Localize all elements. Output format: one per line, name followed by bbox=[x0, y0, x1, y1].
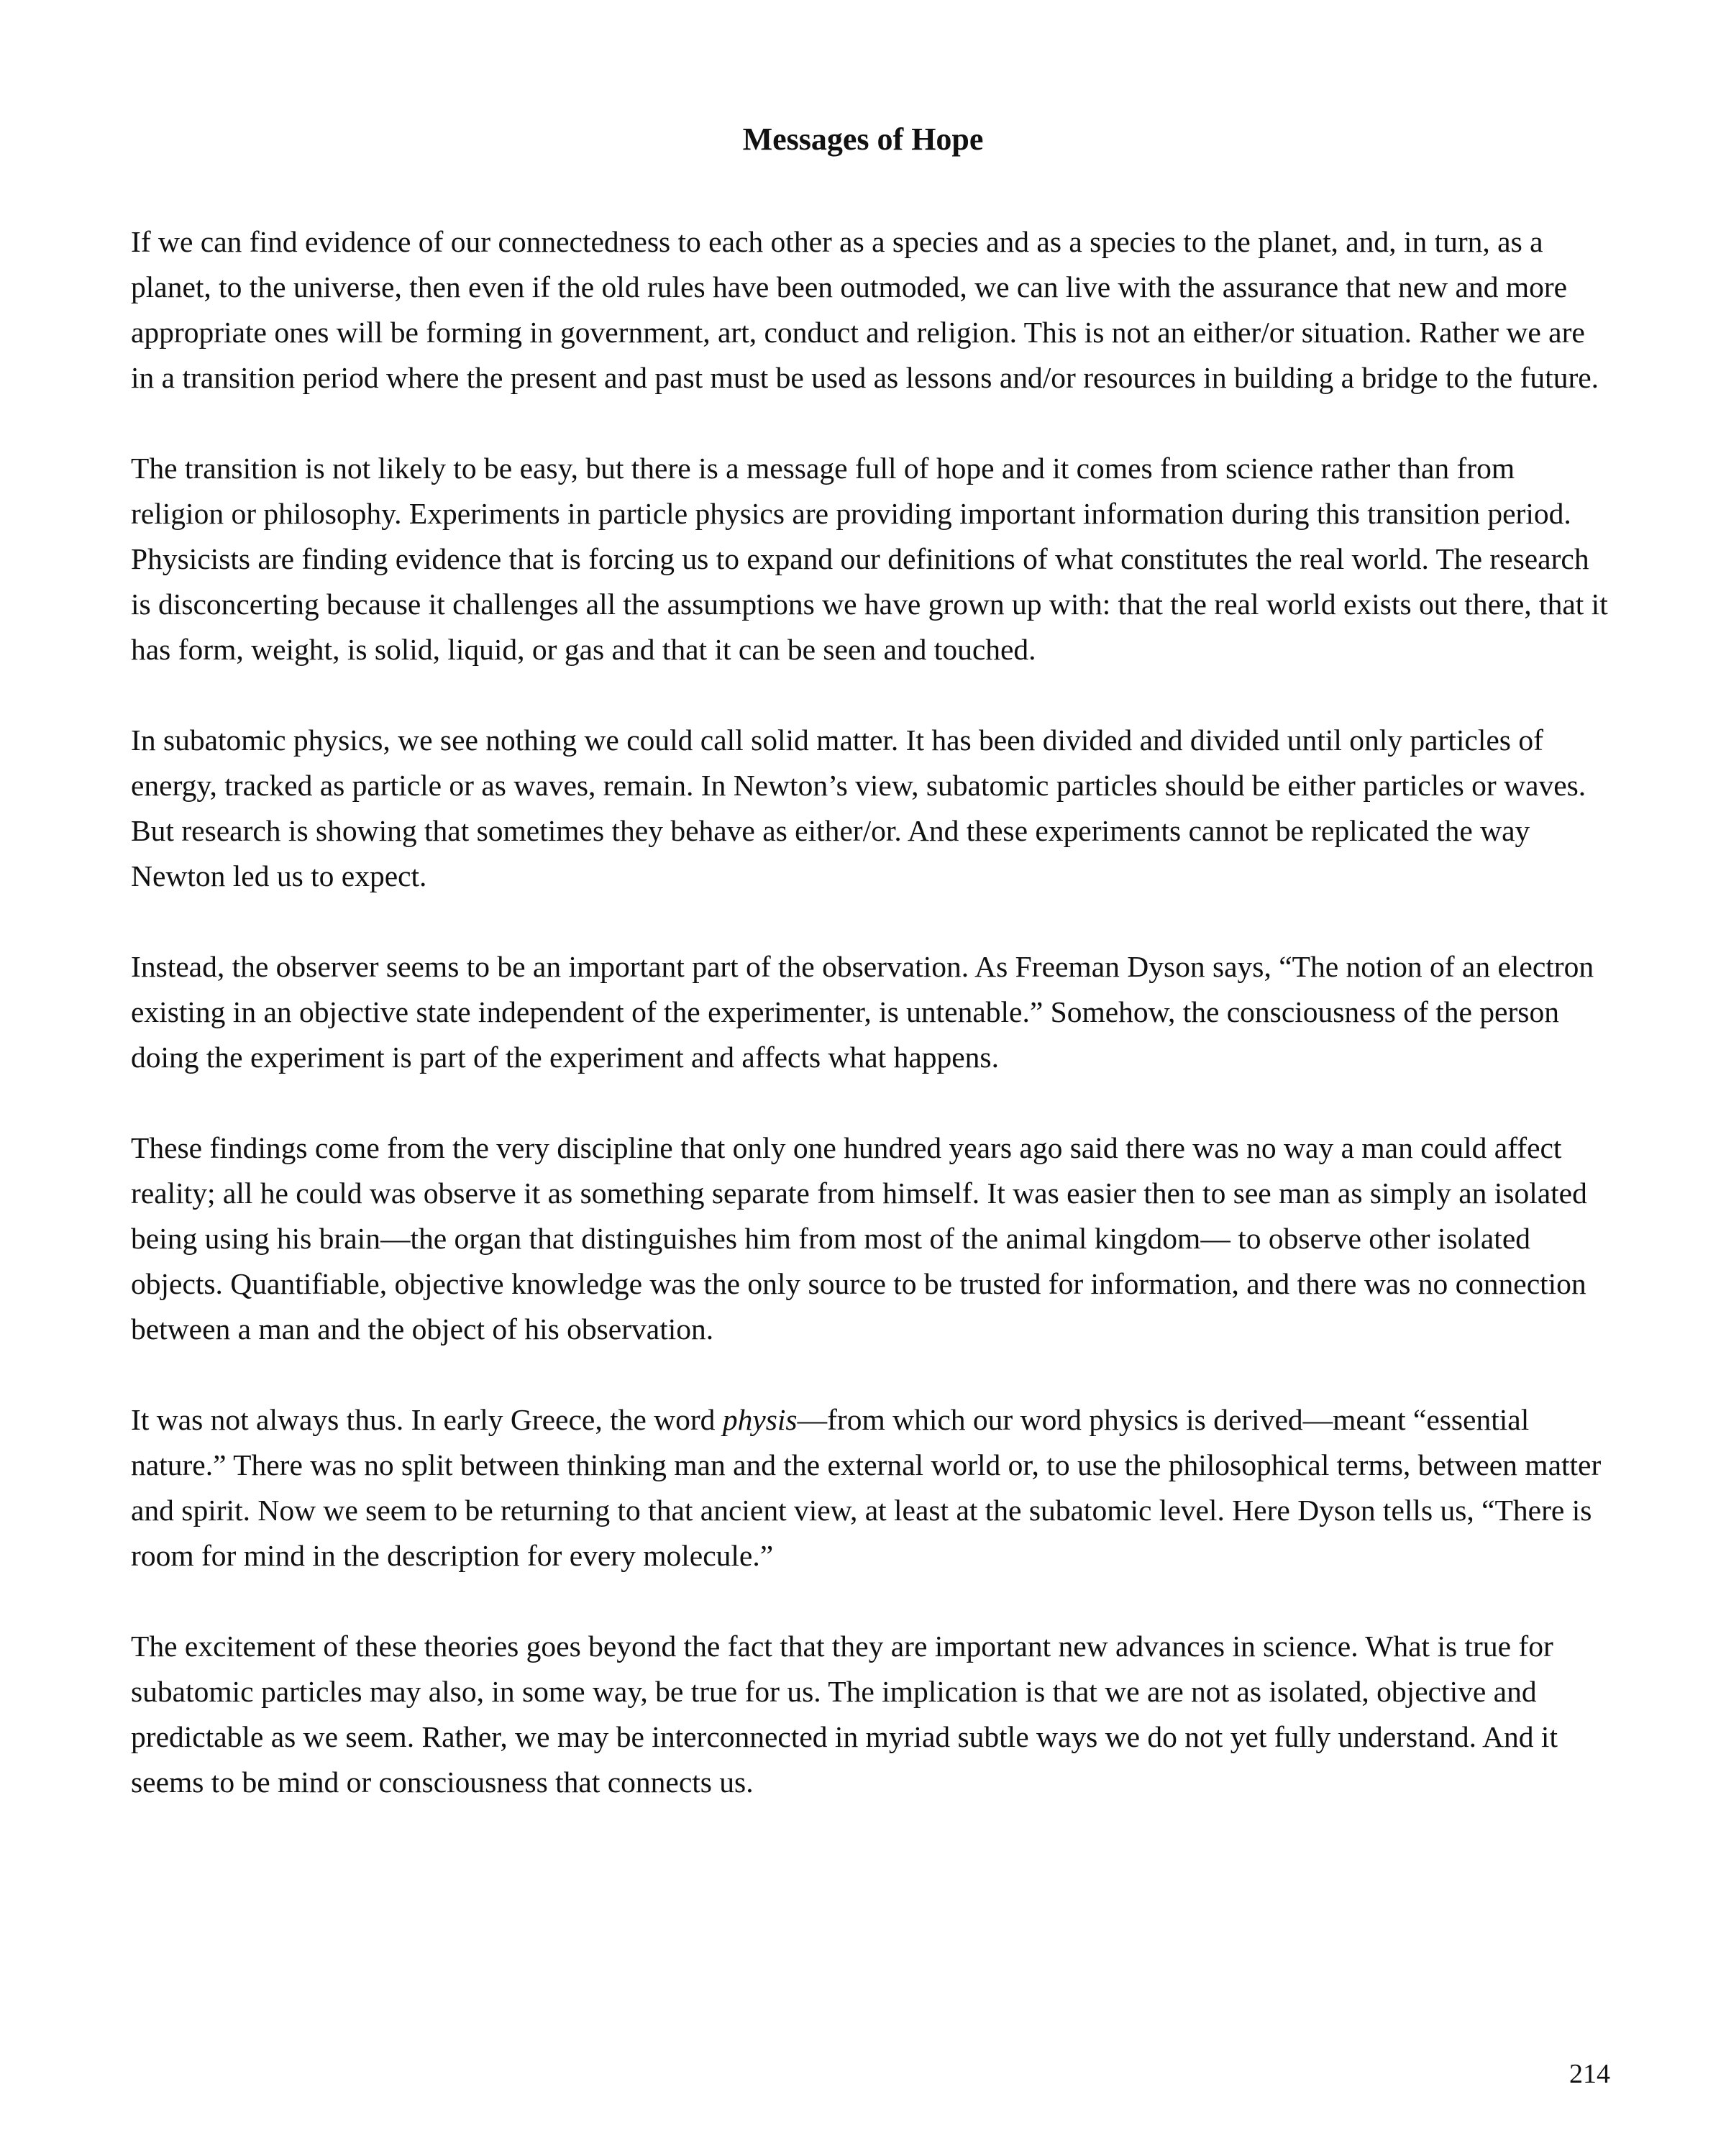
page-title: Messages of Hope bbox=[742, 122, 984, 157]
paragraph-1: If we can find evidence of our connectedness to each other as a species and as a species to the planet, and, in turn, as a planet, to the universe, then even if the old rules have been outmoded, we can live with the assurance that new and more appropriate ones will be forming in government, art, conduct and religion. This is not an either/or situation. Rather we are in a transition period where the present and past must be used as lessons and/or resources in building a bridge to the future. bbox=[131, 225, 1599, 394]
paragraph-5: These findings come from the very discipline that only one hundred years ago said there was no way a man could affect reality; all he could was observe it as something separate from himself. It was easier then to see man as simply an isolated being using his brain—the organ that distinguishes him from most of the animal kingdom— to observe other isolated objects. Quantifiable, objective knowledge was the only source to be trusted for information, and there was no connection between a man and the object of his observation. bbox=[131, 1131, 1587, 1346]
paragraph-6-start: It was not always thus. In early Greece, the word bbox=[131, 1403, 723, 1436]
paragraph-4: Instead, the observer seems to be an important part of the observation. As Freeman Dyson says, “The notion of an electron existing in an objective state independent of the experimenter, is untenable.” Somehow, the consciousness of the person doing the experiment is part of the experiment and affects what happens. bbox=[131, 950, 1594, 1074]
paragraph-6-italic-term: physis bbox=[722, 1403, 798, 1436]
paragraph-7: The excitement of these theories goes beyond the fact that they are important new advances in science. What is true for subatomic particles may also, in some way, be true for us. The implication is that we are not as isolated, objective and predictable as we seem. Rather, we may be interconnected in myriad subtle ways we do not yet fully understand. And it seems to be mind or consciousness that connects us. bbox=[131, 1630, 1558, 1799]
paragraph-6-end: —from which our word physics is derived—meant “essential nature.” There was no split between thinking man and the external world or, to use the philosophical terms, between matter and spirit. Now we seem to be returning to that ancient view, at least at the subatomic level. Here Dyson tells us, “There is room for mind in the description for every molecule.” bbox=[131, 1403, 1602, 1572]
page-number: 214 bbox=[1569, 2059, 1610, 2089]
paragraph-3: In subatomic physics, we see nothing we could call solid matter. It has been divided and divided until only particles of energy, tracked as particle or as waves, remain. In Newton’s view, subatomic particles should be either particles or waves. But research is showing that sometimes they behave as either/or. And these experiments cannot be replicated the way Newton led us to expect. bbox=[131, 723, 1586, 892]
body-text bbox=[131, 219, 1612, 1850]
paragraph-2: The transition is not likely to be easy, but there is a message full of hope and it comes from science rather than from religion or philosophy. Experiments in particle physics are providing important information during this transition period. Physicists are finding evidence that is forcing us to expand our definitions of what constitutes the real world. The research is disconcerting because it challenges all the assumptions we have grown up with: that the real world exists out there, that it has form, weight, is solid, liquid, or gas and that it can be seen and touched. bbox=[131, 452, 1608, 666]
paragraph-6 bbox=[131, 1397, 1612, 1579]
